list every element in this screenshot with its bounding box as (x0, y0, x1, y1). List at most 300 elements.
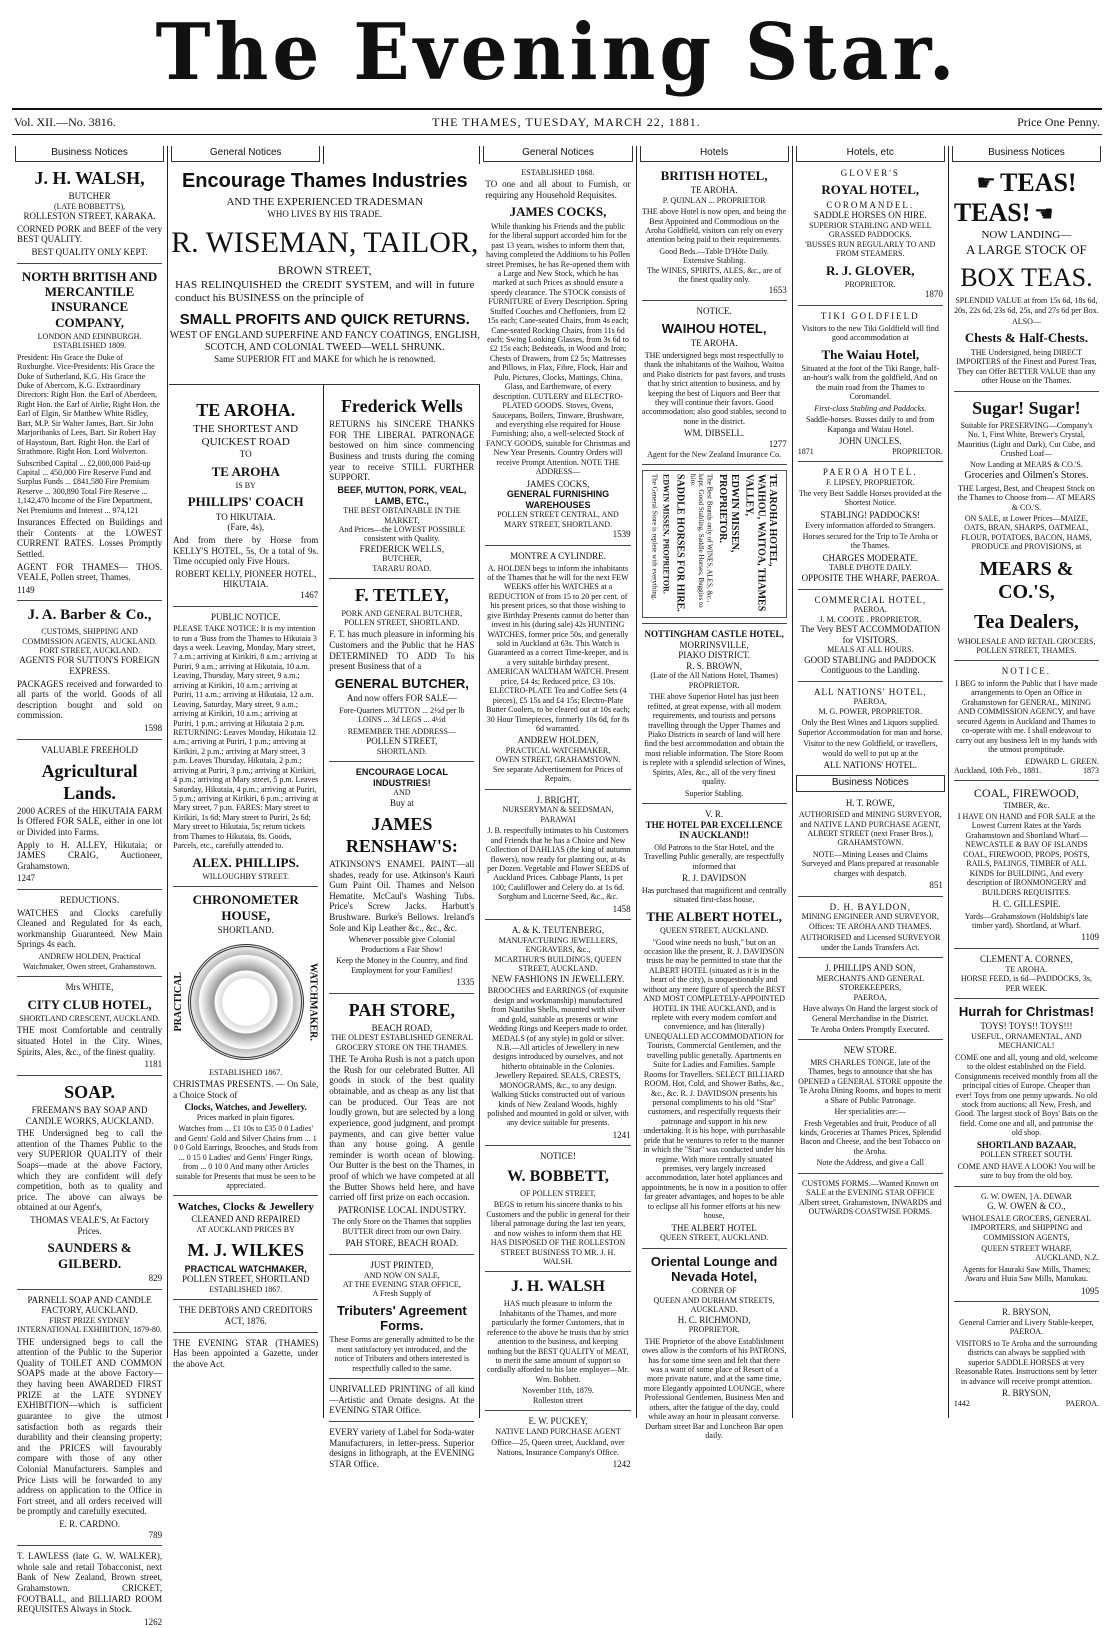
ad-text: BEGS to return his sincere thanks to his Customers and the public in general for their liberal patronage during the last ten years, and now wishes to inform them that HE HAS DISPOSED OF THE ROLLESTON STREET BUSINESS TO MR. J. H. WALSH. (486, 1200, 630, 1267)
ad-line: POLLEN STREET, SHORTLAND (181, 1274, 310, 1285)
ad-title: ROYAL HOTEL, (821, 182, 920, 198)
ad-line: G. W. OWEN, ] A. DEWAR (980, 1191, 1072, 1201)
ad-title: F. TETLEY, (354, 585, 449, 606)
ad-line: SMALL PROFITS AND QUICK RETURNS. (179, 310, 470, 328)
ad-line: M. G. POWER, PROPRIETOR. (818, 706, 923, 716)
ad-text: THE above Hotel is now open, and being the Best Appointed and Commodious on the Aroha Goldfield, visitors can rely on every attention being paid to their requirements. (642, 207, 787, 245)
ad-line: Te Aroha Orders Promptly Executed. (810, 1024, 930, 1034)
ad-text: Insurances Effected on Buildings and their Contents at the LOWEST CURRENT RATES. Losses Promptly Settled. (17, 517, 163, 559)
ad-line: AT AUCKLAND PRICES BY (196, 1225, 295, 1235)
ad-line: IS BY (235, 480, 256, 490)
ad-text: THE undersigned begs most respectfully to thank the inhabitants of the Waihou, Waitoa and Piako districts for past favors, and trusts that by strict attention to business, and by keeping the best of Liquors and Beer that they will continue their favors. Good accommodation; also good stables, second to none in the district. (641, 350, 787, 426)
ad-line: THE BEST OBTAINABLE IN THE MARKET, (343, 506, 461, 525)
ad-text: Keep the Money in the Country, and find Employment for your Families! (336, 956, 468, 975)
ad-title: Tea Dealers, (974, 610, 1079, 633)
ad-number: 1598 (144, 723, 163, 734)
ad-line: POLLEN STREET SOUTH. (980, 1150, 1073, 1160)
masthead (0, 0, 1114, 108)
wiseman-ad (169, 164, 480, 385)
ad-text: THE most Comfortable and centrally situated Hotel in the City. Wines, Spirits, Ales, &c., of the finest quality. (17, 1025, 163, 1057)
ad-line: PRACTICAL (173, 971, 185, 1032)
ad-line: BROWN STREET, (277, 262, 372, 277)
ad-line: NATIVE LAND PURCHASE AGENT (495, 1426, 621, 1436)
ad-text: A. HOLDEN begs to inform the inhabitants of the Thames that he will for the next FEW WEEKS offer his WATCHES at a REDUCTION of from 15 to 20 per cent. of his present prices, so that those wishing to give Birthday Presents cannot do better than invest in his (during sale) 42s HUNTING WATCHES, former price 50s, and generally sold in Auckland at 63s. This Watch is Guaranteed as a correct Time-keeper, and is a very suitable birthday present. AMERICAN WALTHAM WATCH. Present price, £4 4s; Reduced price, £3 10s. ELECTRO-PLATE Tea and Coffee Sets (4 pieces), £5 15s and £4 15s; Electro-Plate Butter Coolers, to be cleared out at 10s each; 30 Hour Timepieces, formerly 10s 6d, for 8s 6d warranted. (486, 563, 630, 733)
columns (12, 146, 1104, 1627)
ad-title: Sugar! Sugar! (972, 397, 1081, 418)
ad-title: COAL, FIREWOOD, (973, 786, 1079, 801)
ad-line: WHO LIVES BY HIS TRADE. (267, 208, 383, 219)
ad-line: TE AROHA HOTEL, WAIHOU, WAITOA, THAMES VALLEY, (743, 473, 779, 612)
ad-line: F. LIPSEY, PROPRIETOR. (825, 477, 915, 487)
column-header: General Notices (171, 146, 320, 162)
ad-text: PLEASE TAKE NOTICE: It is my intention to run a 'Buss from the Thames to Hikutaia 3 days a week. Leaving, Monday, Mary street, 7 a.m.; arriving at Kirikiri, 8 a.m.; arriving at Puriri, 9 a.m.; arriving at Hikutaia, 10 a.m. Leaving, Thursday, Mary street, 9 a.m.; arriving at Kirikiri, 10 a.m.; arriving at Puriri, 11 a.m.; arriving at Hikutaia, 12 a.m. Leaving, Saturday, Mary street, 9 a.m.; arriving at Kirikiri, 10 a.m.; arriving at Puriri, 1 p.m.; arriving at Hikutaia 2 p.m. RETURNING: Leaves Monday, Hikutaia 12 a.m.; arriving at Puriri, 1 p.m.; arriving at Kirikiri, 2 p.m.; arriving at Mary street, 3 p.m. Leaves Thursday, Hikutaia, 2 p.m.; arriving at Puriri, 3 p.m.; arriving at Kirikiri, 4 p.m.; arriving at Mary street, 5 p.m. Leaves Saturday, Hikutaia, 4 p.m.; arriving at Puriri, 5 p.m.; arriving at Kirikiri, 6 p.m.; arriving at Mary street, 7 p.m. FARES: Mary street to Kirikiri, 1s 6d; Mary street to Puriri, 2s 6d; Mary street to Hikutaia, 5s; return tickets from Thames to Hikutaia, 8s. Goods, Parcels, etc., carefully attended to. (173, 624, 319, 851)
ad-line: (LATE BOBBETT'S), (53, 201, 126, 211)
ad-line: PRACTICAL WATCHMAKER, (184, 1263, 307, 1274)
ad-text: Have always On Hand the largest stock of General Merchandise in the District. (802, 1004, 938, 1023)
ad-text: T. LAWLESS (late G. W. WALKER), whole sale and retail Tobacconist, next Bank of New Zealand, Brown street, Grahamstown. CRICKET, FOOTBALL, and BILLIARD ROOM REQUISITES Always in Stock. (17, 1551, 163, 1615)
ad-title: TE AROHA. (196, 399, 296, 420)
ad-text: Agents for Hauraki Saw Mills, Thames; Awaru and Huia Saw Mills, Manukau. (962, 1264, 1091, 1284)
ad-title: TEAS! (999, 167, 1077, 197)
ad-text: I BEG to inform the Public that I have made arrangements to Open an Office in Grahamstown for GENERAL, MINING AND COMMISSION AGENCY, and have secured Agents in Auckland and Thames to co-operate with me. I shall endeavour to carry out any business left in my hands with the utmost promptitude. (955, 679, 1098, 755)
ad-line: CLEANED AND REPAIRED (191, 1214, 301, 1225)
tetley-ad (329, 585, 474, 756)
ad-line: J. M. COOTE . PROPRIETOR. (819, 614, 922, 624)
commercial-hotel-ad (798, 595, 943, 676)
ad-number: 1539 (612, 529, 631, 540)
ad-title: PAH STORE, (348, 999, 456, 1020)
ad-line: R. J. GLOVER, (826, 262, 915, 278)
ad-title: CLEMENT A. CORNES, (979, 954, 1073, 965)
ad-title: MONTRE A CYLINDRE. (510, 550, 606, 561)
bobbett-ad (485, 1151, 630, 1266)
ad-line: EDWARD L. GREEN. (1025, 756, 1099, 766)
ad-text: ON SALE, at Lower Prices—MAIZE, OATS, BRAN, SHARPS, OATMEAL, FLOUR, POTATOES, BACON, HAMS, PRODUCE and PROVISIONS, at (961, 514, 1092, 552)
column-header: General Notices (483, 146, 632, 162)
shortland-bazaar-ad (954, 1004, 1099, 1181)
ad-line: Same SUPERIOR FIT and MAKE for which he is renowned. (214, 353, 436, 364)
ad-line: TO HIKUTAIA. (215, 511, 276, 522)
ad-line: TE AROHA. (690, 338, 738, 349)
place-date: THE THAMES, TUESDAY, MARCH 22, 1881. (432, 114, 701, 129)
ad-line: POLLEN STREET, (366, 736, 438, 747)
ad-text: THE Undersigned, being DIRECT IMPORTERS of the Finest and Purest Teas, They can Offer BETTER VALUE than any other House on the Thames. (956, 347, 1097, 386)
parnell-ad (17, 1295, 162, 1541)
ad-text: PACKAGES received and forwarded to all parts of the world. Goods of all description bought and sold on commission. (17, 678, 163, 721)
ad-number: 829 (148, 1272, 163, 1283)
ad-line: Her specialities are:— (834, 1107, 907, 1117)
ad-line: FREDERICK WELLS, (359, 543, 445, 554)
ad-title: COMMERCIAL HOTEL, (814, 594, 927, 605)
ad-title: TEAS! (953, 198, 1031, 228)
ad-title: R. BRYSON, (1002, 1307, 1051, 1318)
ad-line: BEACH ROAD, (371, 1022, 433, 1033)
ad-line: AGENTS FOR SUTTON'S FOREIGN EXPRESS. (19, 655, 160, 677)
ad-title: J. BRIGHT, (536, 794, 580, 805)
ad-title: J. A. Barber & Co., (27, 607, 152, 624)
ad-title: Frederick Wells (340, 396, 463, 416)
ad-number: 1241 (612, 1129, 631, 1140)
ad-line: WM. DIBSELL. (684, 428, 745, 439)
ad-line: The Best Brands only of WINES, ALES, &c., kept. Good Stabling, Saddle Horses, Buggies to hire. (688, 473, 714, 608)
nbm-insurance-ad (17, 269, 162, 596)
ad-text: Apply to H. ALLEY, Hikutaia; or JAMES CRAIG, Auctioneer, Grahamstown. (17, 839, 163, 871)
ad-line: MORRINSVILLE, (679, 639, 749, 650)
ad-name: W. BOBBETT, (507, 1168, 609, 1186)
ad-line: NOW LANDING— (981, 229, 1072, 242)
ad-title: WAIHOU HOTEL, (661, 320, 767, 336)
ad-line: THE ALBERT HOTEL (671, 1222, 757, 1233)
ad-line: VALUABLE FREEHOLD (41, 744, 138, 755)
ad-line: GOOD STABLING and PADDOCK Contiguous to the Landing. (804, 654, 937, 676)
ad-line: SADDLE HORSES ON HIRE. (813, 210, 927, 221)
soap-ad (17, 1082, 162, 1284)
teutenberg-ad (485, 925, 630, 1140)
ad-title: NOTICE. (1001, 666, 1052, 677)
ad-line: JAMES COCKS, (526, 478, 590, 489)
ad-line: SAUNDERS & GILBERD. (47, 1240, 132, 1271)
ad-line: Agent for the New Zealand Insurance Co. (647, 449, 782, 459)
ad-line: SHORTLAND. (217, 925, 274, 936)
ad-title: MEARS & CO.'S, (979, 557, 1074, 604)
wells-ad (329, 396, 474, 573)
ad-title: PARNELL SOAP AND CANDLE FACTORY, AUCKLAND. (27, 1294, 152, 1316)
ad-text: Yards—Grahamstown (Holdship's late timber yard). Shortland, at Wharf. (964, 911, 1089, 930)
ad-title: BOX TEAS. (960, 263, 1093, 293)
ad-title: The Waiau Hotel, (821, 346, 920, 362)
walsh-notice-ad (485, 1278, 630, 1405)
ad-number: 1109 (1081, 932, 1099, 943)
ad-text: HAS much pleasure to inform the Inhabitants of the Thames, and more particularly the former Customers, that in reference to the above he trusts that by strict attention to the business, and keeping nothing but the BEST QUALITY of MEAT, to merit the same amount of support so cordially afforded to his late employer—Mr. Wm. Bobbett. (486, 1299, 630, 1384)
debtors-ad (173, 1305, 318, 1369)
ad-line: R. S. BROWN, (686, 660, 743, 671)
ad-line: THE HOTEL PAR EXCELLENCE IN AUCKLAND!! (645, 819, 783, 841)
ad-line: ANDREW HOLDEN, (517, 735, 599, 746)
chronometer-ad (173, 892, 318, 1190)
rowe-ad (798, 798, 943, 891)
ad-line: EDWIN MISSEN, PROPRIETOR. (661, 473, 671, 594)
lawless-ad (17, 1551, 162, 1627)
ad-line: BEEF, MUTTON, PORK, VEAL, LAMB, ETC., (337, 484, 467, 506)
ad-text: Visitors to the new Tiki Goldfield will find good accommodation at (801, 323, 939, 343)
ad-line: The WINES, SPIRITS, ALES, &c., are of the finest quality only. (646, 265, 782, 285)
ad-line: PAEROA, (853, 992, 887, 1002)
ad-title: ALL NATIONS' HOTEL, (814, 686, 927, 697)
ad-number: 1181 (144, 1059, 163, 1070)
ad-line: WILLOUGHBY STREET. (202, 871, 290, 881)
ad-line: OPPOSITE THE WHARF, PAEROA. (801, 572, 939, 583)
ad-line: GENERAL BUTCHER, (334, 675, 469, 691)
ad-line: SUPERIOR STABLING AND WELL GRASSED PADDOCKS. (809, 220, 932, 240)
ad-line: CHARGES MODERATE. (822, 552, 919, 563)
ad-line: NOTICE. (696, 306, 732, 317)
ad-name: R. WISEMAN, TAILOR, (171, 226, 479, 260)
ad-number: 1870 (924, 289, 943, 300)
bright-ad (485, 795, 630, 915)
ad-line: PRACTICAL WATCHMAKER, (505, 746, 611, 755)
tributers-ad (329, 1260, 474, 1373)
ad-line: ESTABLISHED 1867. (209, 1284, 283, 1294)
ad-line: ESTABLISHED 1809. (53, 341, 127, 351)
ad-line: OWEN STREET, GRAHAMSTOWN. (495, 755, 621, 765)
ad-line: THOMAS VEALE'S, At Factory Prices. (30, 1215, 150, 1236)
ad-line: Offices: TE AROHA AND THAMES. (809, 921, 932, 931)
ad-line: NURSERYMAN & SEEDSMAN, (502, 805, 614, 815)
ad-text: AUTHORISED and Licensed SURVEYOR under the Lands Transfers Act. (800, 933, 941, 952)
ad-line: P. QUINLAN ... PROPRIETOR (662, 195, 766, 205)
ad-line: ESTABLISHED 1868. (521, 167, 595, 177)
ad-line: THE OLDEST ESTABLISHED GENERAL GROCERY STORE ON THE THAMES. (330, 1033, 474, 1052)
ad-line: TIKI GOLDFIELD (820, 311, 920, 322)
ad-text: NOTE—Mining Leases and Claims Surveyed and Plans prepared at reasonable charges with despatch. (801, 849, 939, 878)
ad-line: AT THE EVENING STAR OFFICE, (342, 1279, 461, 1289)
ad-line: COROMANDEL. (826, 199, 915, 210)
ad-line: WATCHMAKER. (307, 962, 319, 1041)
ad-title: JAMES RENSHAW'S: (345, 814, 458, 856)
ad-line: MINING ENGINEER AND SURVEYOR, (801, 912, 939, 922)
ad-line: NEW FASHIONS IN JEWELLERY. (491, 973, 625, 984)
ad-line: Buy at (389, 797, 414, 808)
ad-line: ALL NATIONS' HOTEL. (823, 760, 918, 771)
ad-title: Encourage Thames Industries (181, 170, 468, 192)
ad-text: VISITORS to Te Aroha and the surrounding districts can always be supplied with superior SADDLE HORSES at very Reasonable Rates. Instructions sent by letter in advance will receive prompt attention. (955, 1338, 1098, 1386)
ad-text: THE undersigned begs to call the attention of the Public to the Superior Quality of TOILET AND COMMON SOAPS made at the above Factory—they having been AWARDED FIRST PRIZE at the LATE SYDNEY EXHIBITION—which is sufficient guarantee to give the utmost satisfaction both as regards their durability and their cleansing property; and the PRICES will favourably compare with those of any other Colonial Manufacturers. Samples and Price Lists will be forwarded to any address on application to the Office in Fort street, and all orders received will be promptly and carefully executed. (17, 1336, 163, 1517)
ad-text: Situated at the foot of the Tiki Range, half-an-hour's walk from the goldfield, And on the main road from the Thames to Coromandel. (801, 363, 940, 402)
ad-line: BEST QUALITY ONLY KEPT. (31, 246, 148, 257)
ad-line: ENCOURAGE LOCAL INDUSTRIES! (355, 767, 448, 788)
ad-number: 1247 (17, 873, 35, 884)
ad-title: M. J. WILKES (187, 1240, 305, 1261)
ad-text: Visitor to the new Goldfield, or travellers, would do well to put up at the (803, 739, 938, 758)
ad-line: PAH STORE, BEACH ROAD. (345, 1238, 459, 1249)
ad-text: Suitable for PRESERVING—Company's No. 1, First White, Brewer's Crystal, Mauritius (Light and Dark), Cut Cube, and Crushed Loaf— (957, 420, 1096, 459)
ad-number: 1095 (1080, 1285, 1099, 1296)
ad-line: 'BUSSES RUN REGULARLY TO AND FROM STEAMERS. (805, 239, 936, 259)
ad-line: (Fare, 4s), (227, 522, 265, 533)
ad-title: NEW STORE. (843, 1045, 897, 1056)
oriental-lounge-ad (642, 1254, 787, 1441)
te-aroha-hotel-rotated-ad (642, 470, 787, 618)
ad-text: Saddle-horses. Busses daily to and from Kapanga and Waiau Hotel. (806, 415, 935, 434)
column-header: Hotels (640, 146, 789, 162)
ad-title: Hurrah for Christmas! (958, 1003, 1094, 1019)
all-nations-hotel-ad (798, 687, 943, 771)
ad-title: Agricultural Lands. (41, 761, 138, 803)
white-ad (17, 982, 162, 1070)
cocks-ad (485, 168, 630, 540)
mears-sugar-ad (954, 398, 1099, 656)
ad-line: TE AROHA. (690, 185, 738, 196)
ad-text: HAS RELINQUISHED the CREDIT SYSTEM, and will in future conduct his BUSINESS on the principle of (175, 278, 475, 304)
ad-title: NOTICE! (539, 1151, 576, 1162)
ad-line: JUST PRINTED, (370, 1259, 434, 1270)
ad-line: QUEEN AND DURHAM STREETS, (653, 1295, 775, 1305)
ad-line: POLLEN STREET CENTRAL, AND MARY STREET, SHORTLAND. (497, 510, 619, 529)
phillips-son-ad (798, 963, 943, 1034)
ad-line: ROLLESTON STREET, KARAKA. (23, 211, 156, 222)
ad-title: Mrs WHITE, (65, 981, 114, 992)
ad-line: MERCHANTS AND GENERAL STOREKEEPERS, (816, 973, 925, 993)
ad-number: 1242 (612, 1459, 631, 1470)
ad-line: USEFUL, ORNAMENTAL, AND MECHANICAL! (971, 1031, 1082, 1051)
ad-title: BRITISH HOTEL, (660, 167, 768, 183)
ad-title: Tributers' Agreement Forms. (336, 1302, 467, 1334)
ad-text: AUTHORISED and MINING SURVEYOR, and NATIVE LAND PURCHASE AGENT, ALBERT STREET (next Fraser Bros.), GRAHAMSTOWN. (798, 810, 942, 848)
ad-number: 1653 (768, 284, 787, 295)
waiau-hotel-ad (798, 311, 943, 456)
ad-number: 1277 (768, 438, 787, 449)
column-1 (12, 146, 168, 1627)
ad-line: SHORTLAND. (376, 746, 427, 756)
ad-text: ANDREW HOLDEN, Practical Watchmaker, Owen street, Grahamstown. (22, 952, 157, 971)
ad-number: 1262 (144, 1616, 163, 1627)
ad-text: ATKINSON'S ENAMEL PAINT—all shades, ready for use. Atkinson's Kauri Gum Paint Oil. Thames and Nelson Hematite. McCaul's Washing Tubs. Price's Screw Jacks. Harbutt's Brushware. Burke's Bellows. Ireland's Sole and Kip Leather &c., &c., &c. (329, 858, 475, 933)
ad-line: CITY CLUB HOTEL, (27, 996, 152, 1012)
ad-title: D. H. BAYLDON, (829, 901, 911, 912)
ad-line: TO (239, 448, 252, 459)
ad-line: And now offers FOR SALE— (346, 693, 457, 704)
reductions-ad (17, 895, 162, 971)
ad-line: AUCKLAND. (690, 1305, 738, 1315)
ad-text: THE Proprietor of the above Establishment owes allow is the comforts of his PATRONS, has for some time seen and felt that there was a want of some place of Resort of a more private nature, and at the same time, more Elegantly appointed LOUNGE, where Professional Gentlemen, Business Men and others, after the fatigue of the day, could while away an hour in pleasant converse. Durham street Bar and Luncheon Bar open daily. (641, 1336, 787, 1441)
ad-text: Old Patrons to the Star Hotel, and the Travelling Public generally, are respectfully informed that (644, 842, 785, 871)
ad-title: SOAP. (64, 1081, 115, 1102)
renshaw-ad (329, 767, 474, 987)
column-header: Business Notices (952, 146, 1101, 162)
ad-line: A LARGE STOCK OF (966, 242, 1087, 258)
ad-line: POLLEN STREET, SHORTLAND. (344, 618, 460, 628)
ad-text: Only the Best Wines and Liquors supplied. Superior Accommodation for man and horse. (798, 718, 943, 737)
paeroa-hotel-ad (798, 467, 943, 584)
ad-line: General Carrier and Livery Stable-keeper, PAEROA. (959, 1317, 1094, 1337)
ad-number: 1873 (1082, 765, 1099, 775)
ad-line: BUTCHER (68, 191, 111, 202)
ad-title: THE DEBTORS AND CREDITORS ACT, 1876. (178, 1305, 313, 1326)
ad-line: TIMBER, &c. (1003, 800, 1050, 810)
ad-line: Prices marked in plain figures. (196, 1112, 295, 1122)
ad-title: E. W. PUCKEY, (528, 1416, 588, 1427)
ad-text: THE Largest, Best, and Cheapest Stock on the Thames to Choose from— AT MEARS & CO.'S. (957, 483, 1096, 512)
nottingham-hotel-ad (642, 629, 787, 798)
ad-title: A. & K. TEUTENBERG, (511, 925, 605, 936)
ad-text: MRS CHARLES TONGE, late of the Thames, begs to announce that she has OPENED a GENERAL STORE opposite the Te Aroha Dining Rooms, and hopes to merit a Share of Public Patronage. (798, 1057, 943, 1105)
puckey-ad (485, 1416, 630, 1470)
ad-title: CHRONOMETER HOUSE, (192, 892, 299, 923)
ad-text: TO one and all about to Furnish, or requiring any Household Requisites. (485, 179, 631, 200)
ad-number: 1458 (612, 903, 631, 914)
new-store-ad (798, 1045, 943, 1167)
ad-line: See separate Advertisement for Prices of Repairs. (493, 764, 623, 784)
ad-line: H. C. RICHMOND, (677, 1314, 751, 1325)
watch-image (188, 944, 304, 1060)
ad-line: GENERAL FURNISHING WAREHOUSES (506, 489, 610, 510)
pointing-hand-icon: ☛ (1034, 200, 1055, 226)
ad-line: PORK AND GENERAL BUTCHER, (341, 608, 463, 618)
owen-co-ad (954, 1192, 1099, 1297)
price: Price One Penny. (1017, 114, 1100, 129)
ad-line: EDWIN MISSEN, PROPRIETOR. (717, 473, 740, 553)
ad-title: Oriental Lounge and Nevada Hotel, (650, 1253, 778, 1284)
ad-line: TARARU ROAD. (372, 563, 432, 573)
ad-line: ESTABLISHED 1867. (209, 1067, 283, 1077)
column-7 (949, 146, 1104, 1418)
ad-text: And from there by Horse from KELLY'S HOTEL, 5s, Or a total of 9s. Time occupied only Five Hours. (173, 534, 319, 567)
pointing-hand-icon: ☛ (976, 170, 996, 196)
ad-title: PUBLIC NOTICE. (210, 611, 281, 622)
ad-text: "Good wine needs no bush," but on an occasion like the present, R. J. DAVIDSON trusts he may be permitted to state that the ALBERT HOTEL (situated as it is in the heart of the city), is unquestionably and without any mere figure of speech the BEST AND MOST COMPLETELY-APPOINTED HOTEL IN THE AUCKLAND, and is replete with every modern comfort and convenience, and has (literally) UNEQUALLED ACCOMMODATION for Tourists, Commercial Gentlemen, and the travelling public generally. Apartments en Suite for Ladies and Families. Sample Rooms for Travellers. SELECT BILLIARD ROOM. Hot, Cold, and Shower Baths, &c., &c., &c. R. J. DAVIDSON presents his personal compliments to his old "Star" customers, and respectfully requests their patronage and support in his new undertaking. It is his hope, with purchasable pride that he ventures to refer to the manner in which the "Star" was conducted under his regime. With more centrally situated premises, very largely increased accommodation, later hotel appliances and appointments, he is now in a position to offer far greater advantages, and hopes to be able to eclipse all his former efforts at his new house, (641, 937, 787, 1221)
ad-line: R. J. DAVIDSON (681, 873, 747, 884)
label-ad: EVERY variety of Label for Soda-water Manufacturers, in letter-press. Superior designs in lithograph, at the EVENING STAR Office. (329, 1427, 475, 1469)
ad-line: STABLING! PADDOCKS! (820, 509, 921, 520)
ad-text: I HAVE ON HAND and FOR SALE at the Lowest Current Rates at the Yards Grahamstown and Shortland Wharf— NEWCASTLE & BAY OF ISLANDS COAL, FIREWOOD, PROPS, POSTS, RAILS, PALINGS, TIMBER of ALL KINDS for BUILDING, And every description of IRONMONGERY and BUILDERS REQUISITES. (957, 812, 1095, 897)
printing-ad: UNRIVALLED PRINTING of all kind—Artistic and Ornate designs. At the EVENING STAR Office. (329, 1384, 475, 1416)
ad-line: Watches, Clocks & Jewellery (177, 1201, 314, 1214)
holden-ad (485, 551, 630, 784)
ad-text: J. B. respectfully intimates to his Customers and Friends that he has a Choice and New Collection of DAHLIAS (the king of autumn flowers), now ready for planting out, at 4s per Dozen. Vegetable and Flower SEEDS of Auckland Prices. Cabbage Plants, 1s per 100; Cauliflower and Celery do. at 1s 6d. Sorghum and Lucerne Seed, &c., &c. (485, 826, 631, 902)
ad-line: PAEROA. (853, 605, 887, 615)
ad-line: THE SHORTEST AND QUICKEST ROAD (193, 423, 299, 448)
albert-hotel-ad (642, 809, 787, 1243)
ad-line: Note the Address, and give a Call (816, 1158, 924, 1168)
ad-line: CUSTOMS, SHIPPING AND COMMISSION AGENTS, AUCKLAND. (22, 627, 157, 646)
ad-title: NOTTINGHAM CASTLE HOTEL, (644, 628, 784, 639)
ad-text: CHRISTMAS PRESENTS. — On Sale, a Choice Stock of (173, 1079, 319, 1100)
ad-line: PROPRIETOR. (688, 1325, 740, 1335)
ad-line: PHILLIPS' COACH (187, 494, 304, 510)
ad-line: E. R. CARDNO. (59, 1519, 120, 1530)
ad-text: AGENT FOR THAMES— THOS. VEALE, Pollen street, Thames. (17, 561, 163, 583)
ad-text: THE above Superior Hotel has just been refitted, at great expense, with all modern requirements, and tourists and persons travelling through the Upper Thames and Piako Districts in search of land will here find the best accommodation and obtain the most reliable information. The Store Room is replete with a splendid selection of Wines, Spirits, Ales, &c., all of the very finest quality. (642, 692, 786, 787)
ad-text: Office—25, Queen street, Auckland, over Nations, Insurance Company's Office. (491, 1438, 625, 1457)
ad-line: A Fresh Supply of (372, 1289, 432, 1299)
ad-line: Auckland, 10th Feb., 1881. (953, 765, 1042, 775)
ad-line: MEALS AT ALL HOURS. (827, 645, 914, 655)
waihou-hotel-ad (642, 306, 787, 459)
column-6 (793, 146, 949, 1418)
pah-store-ad (329, 1000, 474, 1249)
ad-line: V. R. (705, 809, 724, 820)
column-5 (637, 146, 793, 1441)
ad-line: PAEROA. (1065, 1398, 1099, 1408)
ad-number: 851 (929, 880, 943, 891)
dateline (12, 108, 1102, 135)
ad-line: ROBERT KELLY, PIONEER HOTEL, HIKUTAIA. (175, 568, 317, 590)
ad-line: WEST OF ENGLAND SUPERFINE AND FANCY COATINGS, ENGLISH, SCOTCH, AND COLONIAL TWEED—WELL SHRUNK. (169, 330, 480, 354)
bayldon-ad (798, 902, 943, 952)
ad-text: The only Store on the Thames that supplies BUTTER direct from our own Dairy. (332, 1217, 472, 1236)
ad-line: CORNER OF (691, 1286, 737, 1296)
ad-line: HORSE FEED, is 6d—PADDOCKS, 3s, PER WEEK. (960, 974, 1092, 993)
ad-line: QUEEN STREET WHARF, (981, 1244, 1072, 1253)
column-header: Hotels, etc (796, 146, 945, 162)
ad-title: H. T. ROWE, (845, 797, 895, 808)
ad-text: CORNED PORK and BEEF of the very BEST QUALITY. (17, 223, 163, 245)
ad-title: PAEROA HOTEL. (822, 467, 918, 477)
te-aroha-coach-ad (173, 400, 318, 601)
ad-line: WHOLESALE AND RETAIL GROCERS, POLLEN STREET, THAMES. (957, 636, 1096, 655)
ad-line: AND NOW ON SALE, (363, 1270, 440, 1280)
column-header: Business Notices (15, 146, 164, 162)
ad-text: THE Te Aroha Rush is not a patch upon the Rush for our celebrated Butter. All goods in stock of the best quality obtainable, and as cheap as any list that can be produced. Our Teas are not loudly grown, but are selected by a long experience, good judgment, and prompt payments, and can give better value than any house going. A gentle reminder is worth ocean of blowing. Our Butter is the best on the Thames, in proof of which we have competed at all the Butter Shows held here, and have carried off first prize on each occasion. (329, 1054, 475, 1203)
ad-title: NORTH BRITISH AND MERCANTILE INSURANCE COMPANY, (21, 268, 158, 330)
ad-line: GLOVER'S (840, 167, 900, 178)
lands-ad (17, 745, 162, 884)
glover-hotel-ad (798, 168, 943, 300)
ad-line: FIRST PRIZE SYDNEY INTERNATIONAL EXHIBITION, 1879-80. (17, 1315, 162, 1335)
cornes-ad (954, 954, 1099, 993)
ad-text: Fore-Quarters MUTTON ... 2½d per lb LOINS ... 3d LEGS ... 4½d (339, 705, 465, 725)
ad-line: ALSO— (1011, 316, 1041, 326)
